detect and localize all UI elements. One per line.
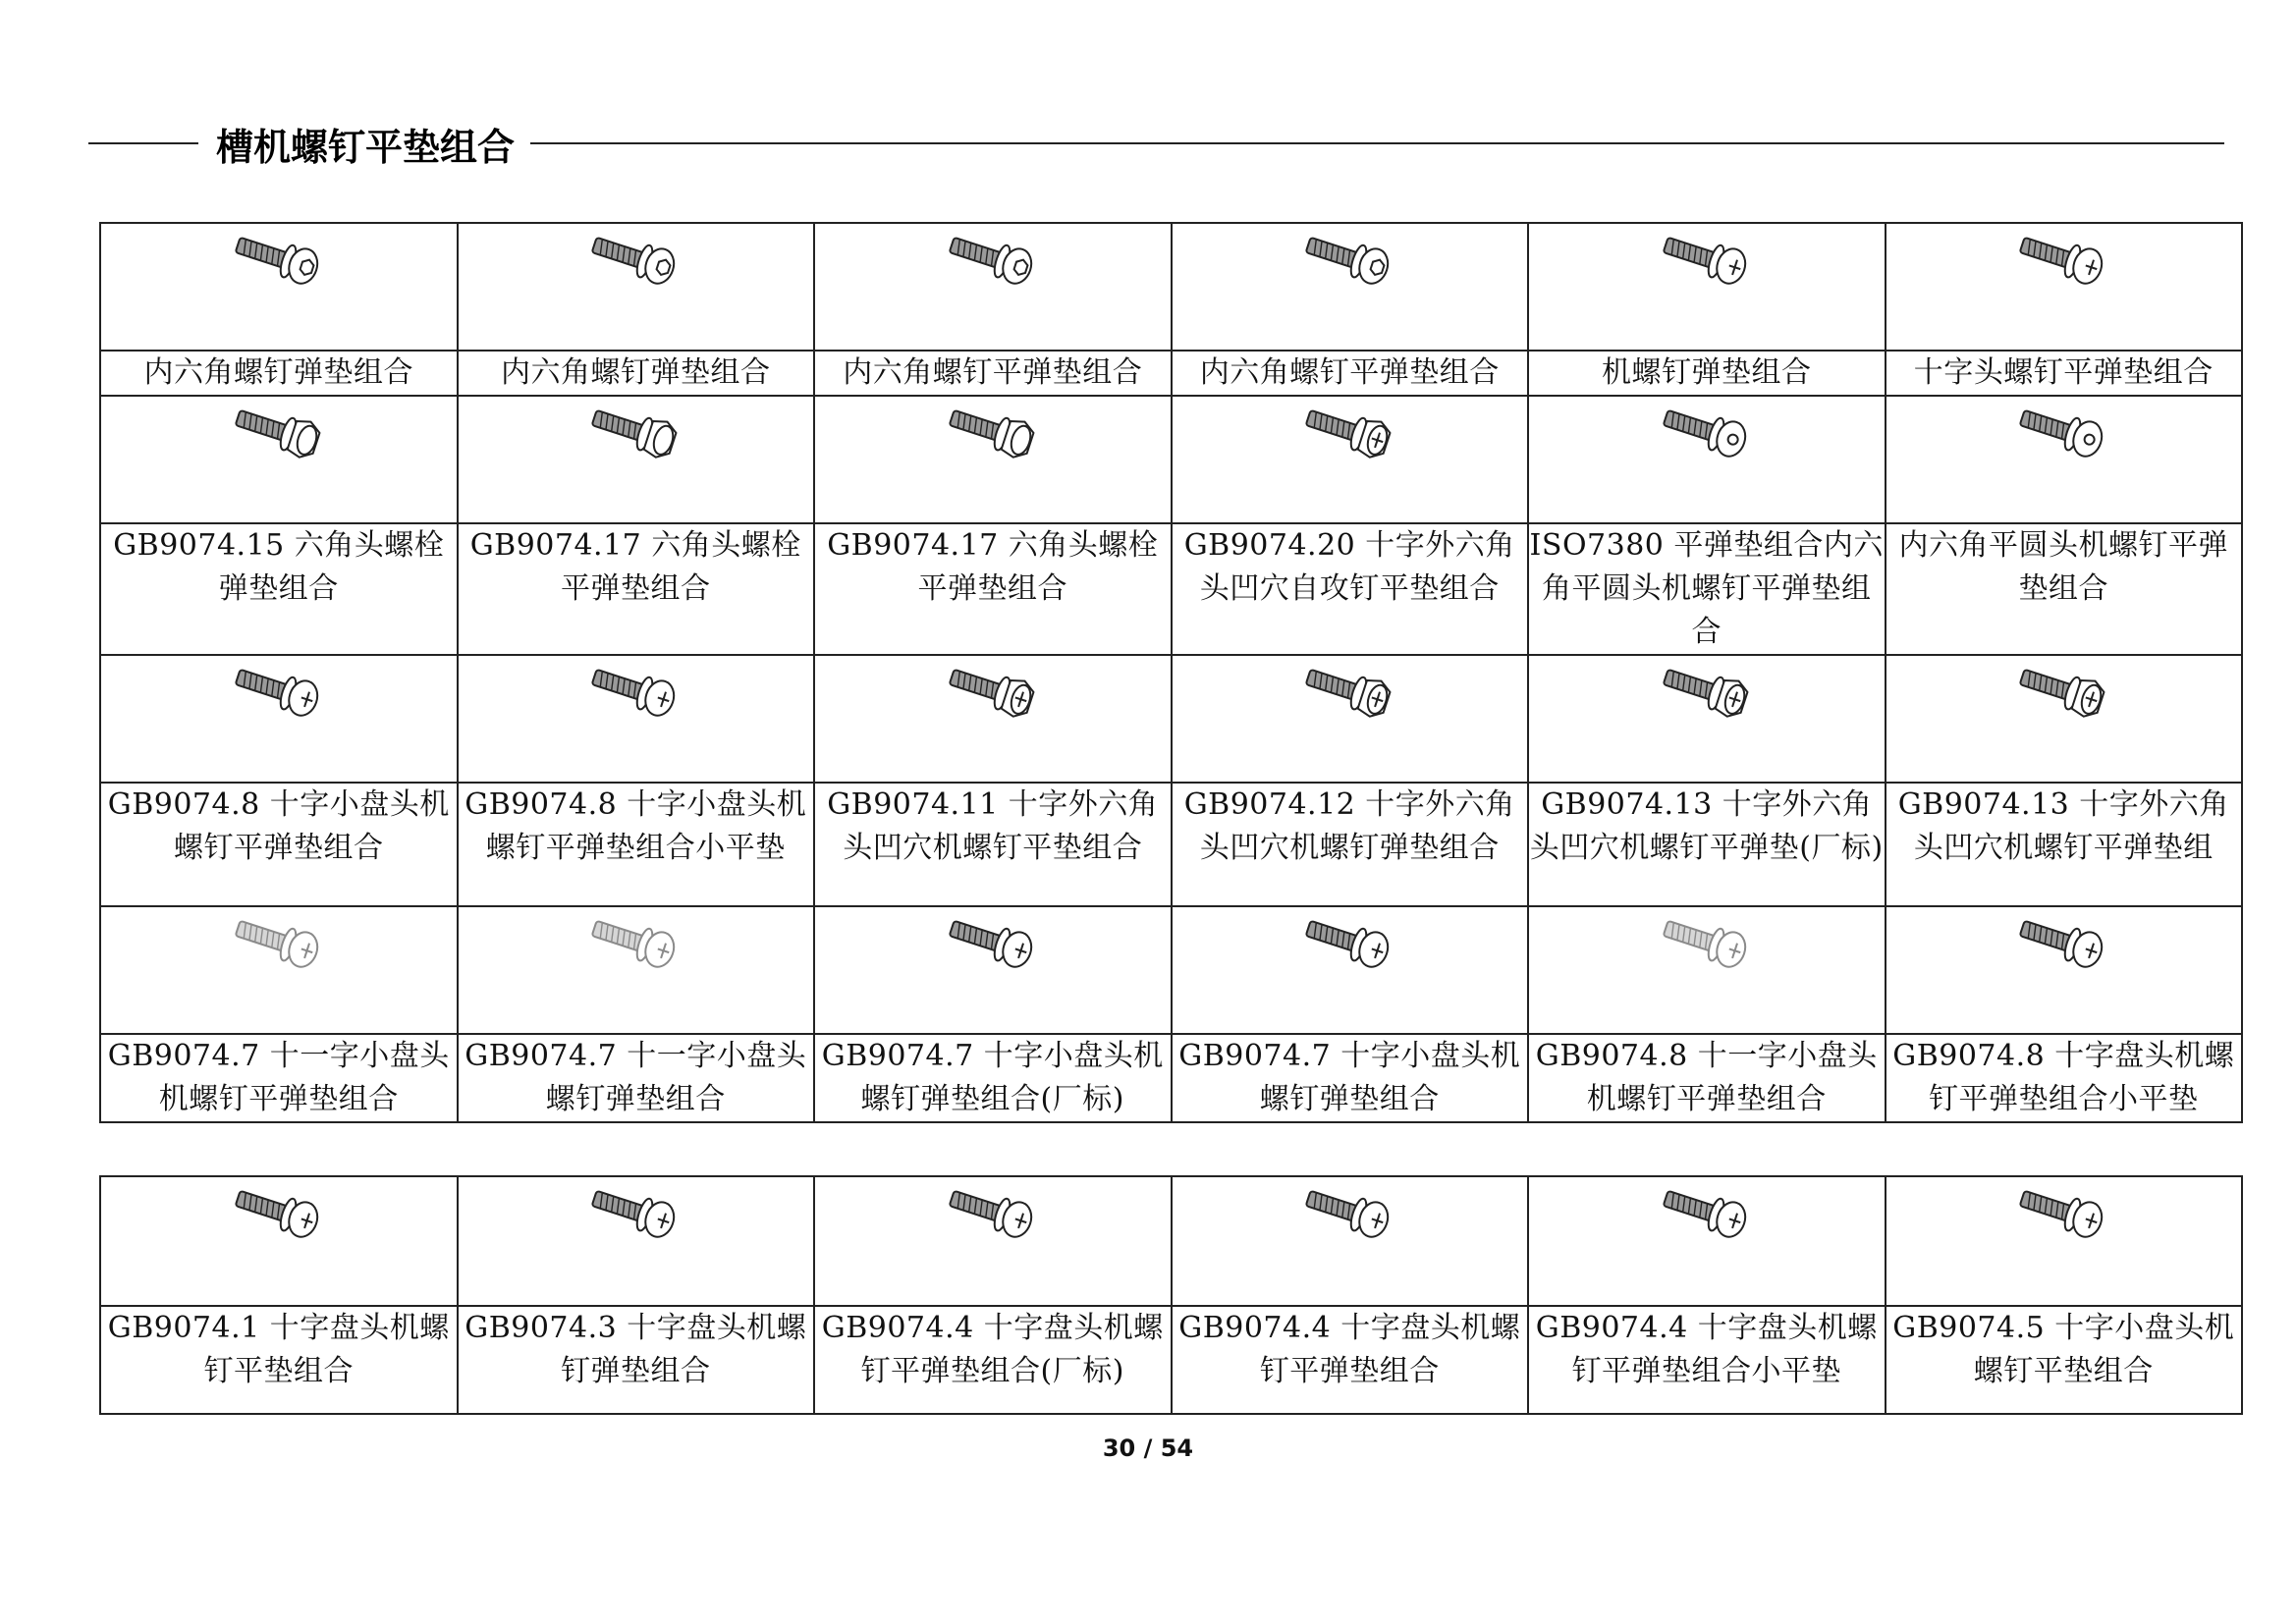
product-label: GB9074.4 十字盘头机螺钉平弹垫组合 [1172, 1306, 1529, 1414]
product-image-cell [814, 396, 1172, 523]
product-label: 内六角螺钉平弹垫组合 [1172, 351, 1529, 396]
product-label: GB9074.3 十字盘头机螺钉弹垫组合 [458, 1306, 815, 1414]
product-image-cell [1886, 396, 2243, 523]
cross-pan-screw-icon [1658, 1177, 1756, 1246]
product-label: ISO7380 平弹垫组合内六角平圆头机螺钉平弹垫组合 [1528, 523, 1886, 655]
label-row [100, 351, 2242, 396]
product-image-cell [1172, 223, 1529, 351]
product-label: GB9074.5 十字小盘头机螺钉平垫组合 [1886, 1306, 2243, 1414]
product-image-cell [1172, 906, 1529, 1034]
product-label: GB9074.17 六角头螺栓平弹垫组合 [458, 523, 815, 655]
product-image-cell [1886, 223, 2243, 351]
product-label: GB9074.11 十字外六角头凹穴机螺钉平垫组合 [814, 783, 1172, 906]
label-row [100, 523, 2242, 655]
hex-head-bolt-icon [944, 397, 1042, 465]
button-socket-screw-icon [1658, 397, 1756, 465]
cross-pan-screw-icon [230, 656, 328, 725]
product-label: 十字头螺钉平弹垫组合 [1886, 351, 2243, 396]
cross-pan-screw-icon [2014, 1177, 2112, 1246]
hex-cross-screw-icon [1658, 656, 1756, 725]
product-label: GB9074.4 十字盘头机螺钉平弹垫组合(厂标) [814, 1306, 1172, 1414]
cross-pan-screw-icon [1658, 224, 1756, 293]
product-image-cell [458, 1176, 815, 1306]
product-label: 内六角螺钉弹垫组合 [458, 351, 815, 396]
product-image-cell [458, 655, 815, 783]
product-label: GB9074.7 十一字小盘头螺钉弹垫组合 [458, 1034, 815, 1122]
product-image-cell [1528, 1176, 1886, 1306]
image-row [100, 1176, 2242, 1306]
label-row [100, 1034, 2242, 1122]
cross-pan-screw-icon [586, 1177, 684, 1246]
product-label: GB9074.17 六角头螺栓平弹垫组合 [814, 523, 1172, 655]
product-image-cell [1528, 223, 1886, 351]
cross-pan-screw-icon [2014, 224, 2112, 293]
combo-slot-pan-screw-icon [230, 907, 328, 976]
page-title: 槽机螺钉平垫组合 [216, 125, 516, 169]
hex-socket-screw-icon [1300, 224, 1398, 293]
cross-pan-screw-icon [1300, 907, 1398, 976]
product-image-cell [458, 396, 815, 523]
product-image-cell [814, 1176, 1172, 1306]
hex-socket-screw-icon [586, 224, 684, 293]
product-image-cell [1886, 1176, 2243, 1306]
product-label: GB9074.8 十字小盘头机螺钉平弹垫组合小平垫 [458, 783, 815, 906]
product-image-cell [100, 396, 458, 523]
hex-cross-screw-icon [2014, 656, 2112, 725]
product-image-cell [1172, 1176, 1529, 1306]
product-label: GB9074.15 六角头螺栓弹垫组合 [100, 523, 458, 655]
product-image-cell [100, 1176, 458, 1306]
product-image-cell [458, 906, 815, 1034]
combo-slot-pan-screw-icon [586, 907, 684, 976]
label-row [100, 783, 2242, 906]
hex-socket-screw-icon [230, 224, 328, 293]
hex-head-bolt-icon [230, 397, 328, 465]
hex-cross-screw-icon [1300, 656, 1398, 725]
product-image-cell [1886, 655, 2243, 783]
cross-pan-screw-icon [230, 1177, 328, 1246]
product-image-cell [100, 223, 458, 351]
product-image-cell [1528, 655, 1886, 783]
hex-cross-screw-icon [944, 656, 1042, 725]
product-label: 内六角螺钉弹垫组合 [100, 351, 458, 396]
hex-head-bolt-icon [586, 397, 684, 465]
product-image-cell [1886, 906, 2243, 1034]
product-label: GB9074.20 十字外六角头凹穴自攻钉平垫组合 [1172, 523, 1529, 655]
combo-slot-pan-screw-icon [1658, 907, 1756, 976]
product-image-cell [458, 223, 815, 351]
product-label: GB9074.7 十一字小盘头机螺钉平弹垫组合 [100, 1034, 458, 1122]
product-image-cell [814, 655, 1172, 783]
fastener-table-secondary [99, 1175, 2243, 1415]
section-header [88, 116, 2224, 171]
product-image-cell [1172, 396, 1529, 523]
label-row [100, 1306, 2242, 1414]
product-label: 机螺钉弹垫组合 [1528, 351, 1886, 396]
image-row [100, 906, 2242, 1034]
hex-socket-screw-icon [944, 224, 1042, 293]
image-row [100, 396, 2242, 523]
product-label: GB9074.8 十字盘头机螺钉平弹垫组合小平垫 [1886, 1034, 2243, 1122]
header-rule-right [530, 142, 2224, 144]
cross-pan-screw-icon [944, 1177, 1042, 1246]
product-image-cell [1528, 396, 1886, 523]
product-label: GB9074.13 十字外六角头凹穴机螺钉平弹垫(厂标) [1528, 783, 1886, 906]
fastener-table-main [99, 222, 2243, 1123]
header-rule-left [88, 142, 198, 144]
button-socket-screw-icon [2014, 397, 2112, 465]
cross-pan-screw-icon [586, 656, 684, 725]
image-row [100, 655, 2242, 783]
cross-pan-screw-icon [2014, 907, 2112, 976]
product-label: GB9074.13 十字外六角头凹穴机螺钉平弹垫组 [1886, 783, 2243, 906]
product-label: 内六角平圆头机螺钉平弹垫组合 [1886, 523, 2243, 655]
product-image-cell [100, 655, 458, 783]
product-image-cell [100, 906, 458, 1034]
image-row [100, 223, 2242, 351]
product-label: GB9074.8 十一字小盘头机螺钉平弹垫组合 [1528, 1034, 1886, 1122]
product-image-cell [1528, 906, 1886, 1034]
page-number: 30 / 54 [1102, 1435, 1194, 1462]
cross-pan-screw-icon [944, 907, 1042, 976]
product-image-cell [1172, 655, 1529, 783]
product-label: GB9074.8 十字小盘头机螺钉平弹垫组合 [100, 783, 458, 906]
product-label: GB9074.7 十字小盘头机螺钉弹垫组合 [1172, 1034, 1529, 1122]
product-image-cell [814, 223, 1172, 351]
hex-cross-tapping-screw-icon [1300, 397, 1398, 465]
product-image-cell [814, 906, 1172, 1034]
product-label: GB9074.4 十字盘头机螺钉平弹垫组合小平垫 [1528, 1306, 1886, 1414]
cross-pan-screw-icon [1300, 1177, 1398, 1246]
product-label: 内六角螺钉平弹垫组合 [814, 351, 1172, 396]
product-label: GB9074.12 十字外六角头凹穴机螺钉弹垫组合 [1172, 783, 1529, 906]
product-label: GB9074.1 十字盘头机螺钉平垫组合 [100, 1306, 458, 1414]
product-label: GB9074.7 十字小盘头机螺钉弹垫组合(厂标) [814, 1034, 1172, 1122]
